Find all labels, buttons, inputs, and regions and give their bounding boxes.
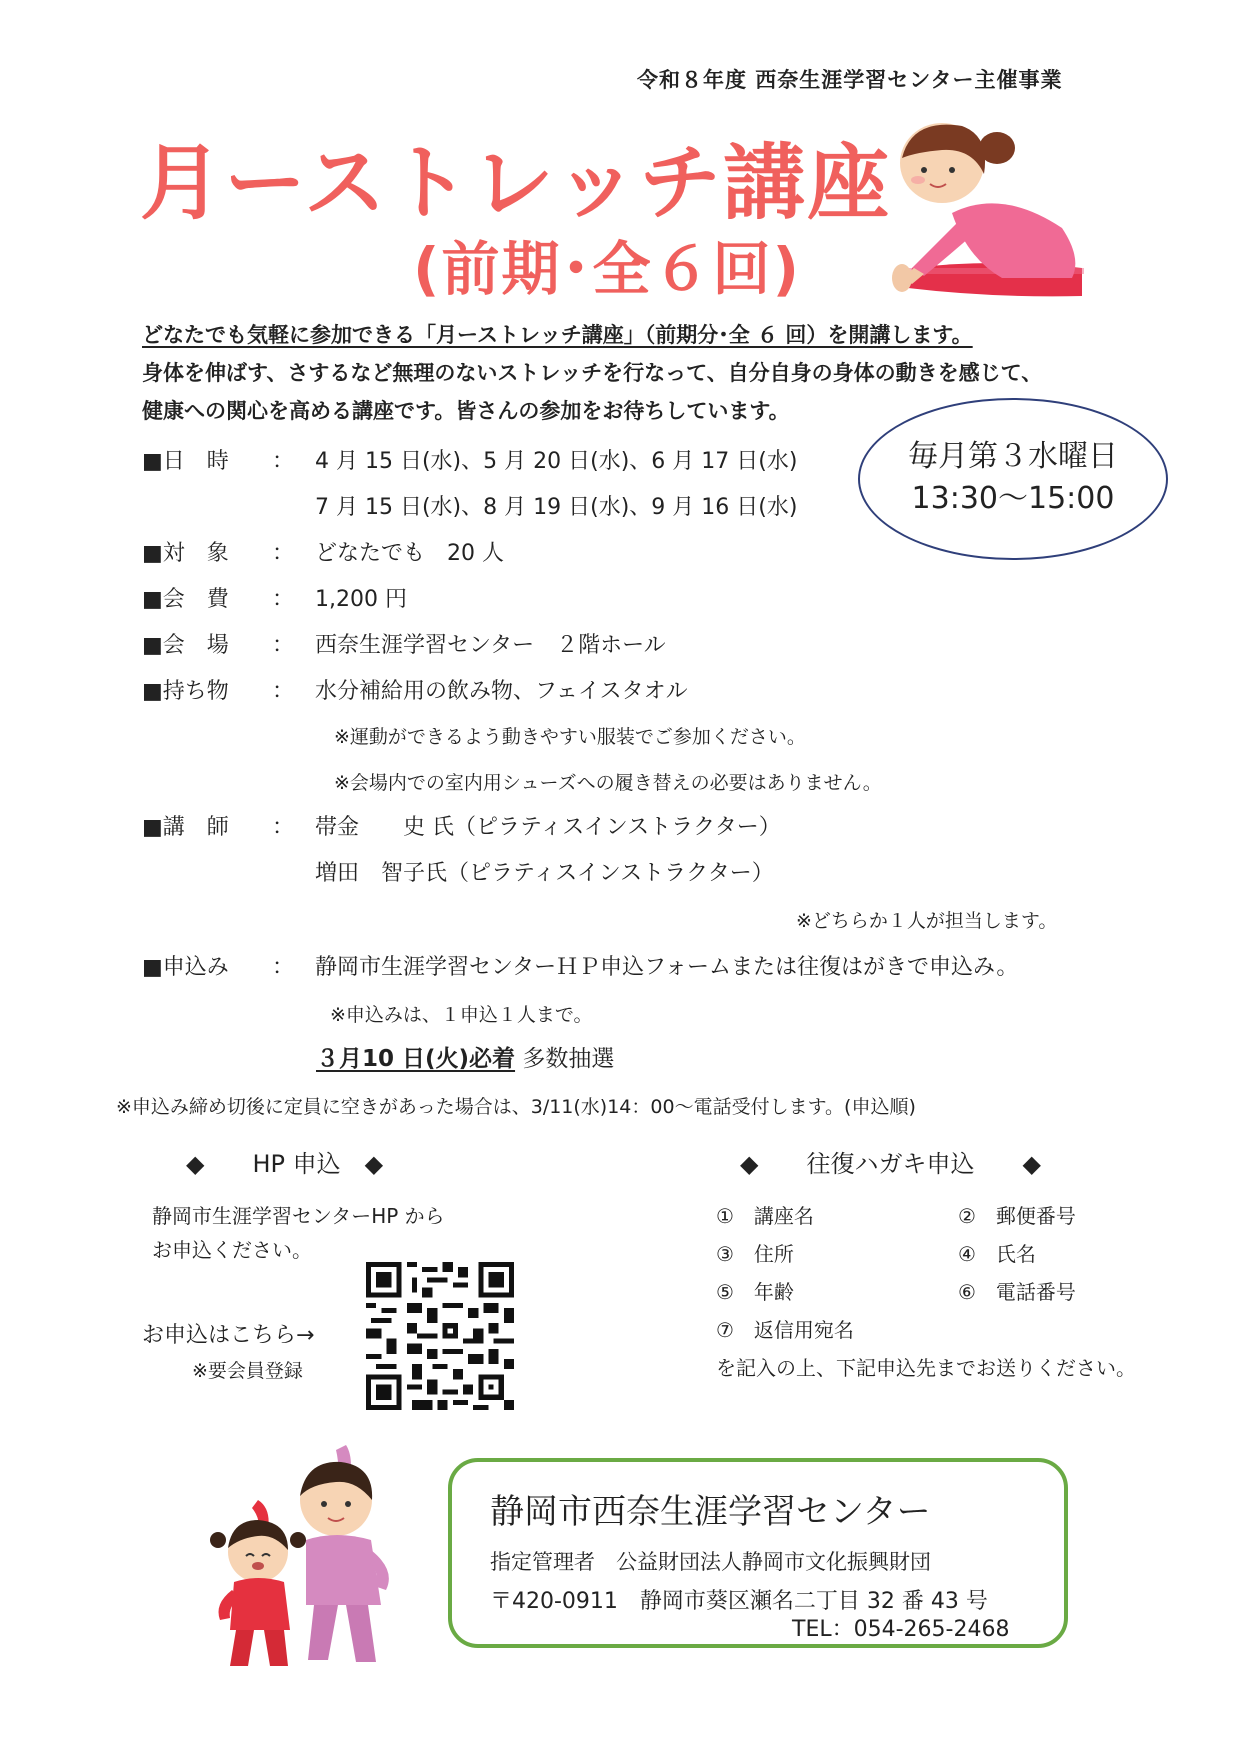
colon: ： (272, 679, 295, 704)
postcard-item-1: ① 講座名 (716, 1204, 814, 1228)
postcard-item-4: ④ 氏名 (958, 1242, 1036, 1266)
center-manager: 指定管理者 公益財団法人静岡市文化振興財団 (490, 1550, 931, 1574)
fee-value: 1,200 円 (315, 587, 407, 612)
colon: ： (272, 633, 295, 658)
schedule-day: 毎月第３水曜日 (908, 439, 1118, 474)
deadline (316, 1040, 614, 1073)
colon: ： (272, 541, 295, 566)
hp-apply-text-1: 静岡市生涯学習センターHP から (152, 1204, 445, 1228)
postcard-item-7: ⑦ 返信用宛名 (716, 1318, 854, 1342)
deadline-date: ３月10 日(火)必着 (316, 1046, 516, 1072)
postcard-apply-heading: ◆ 往復ハガキ申込 ◆ (740, 1150, 1041, 1178)
date-line-1: 4 月 15 日(水)、5 月 20 日(水)、6 月 17 日(水) (315, 449, 798, 474)
center-phone: TEL：054-265-2468 (792, 1617, 1010, 1642)
intro-line-3: 健康への関心を高める講座です。皆さんの参加をお待ちしています。 (142, 399, 790, 423)
instructor-label: ■講 師 (142, 815, 229, 840)
exercising-family-illustration (196, 1440, 426, 1672)
venue-label: ■会 場 (142, 633, 229, 658)
instructor-line-1: 帯金 史 氏（ピラティスインストラクター） (315, 815, 781, 840)
items-note-2: ※会場内での室内用シューズへの履き替えの必要はありません。 (334, 772, 882, 794)
late-application-note: ※申込み締め切後に定員に空きがあった場合は、3/11(水)14：00～電話受付します。(申込順) (116, 1096, 916, 1118)
colon: ： (272, 449, 295, 474)
target-label: ■対 象 (142, 541, 229, 566)
target-value: どなたでも 20 人 (315, 541, 504, 566)
apply-note: ※申込みは、１申込１人まで。 (330, 1004, 593, 1026)
stretching-woman-illustration (872, 118, 1104, 314)
colon: ： (272, 955, 295, 980)
hp-apply-text-2: お申込ください。 (152, 1238, 312, 1262)
instructor-line-2: 増田 智子氏（ピラティスインストラクター） (315, 861, 774, 886)
postcard-item-2: ② 郵便番号 (958, 1204, 1076, 1228)
postcard-item-3: ③ 住所 (716, 1242, 794, 1266)
intro-line-2: 身体を伸ばす、さするなど無理のないストレッチを行なって、自分自身の身体の動きを感じて、 (142, 361, 1043, 385)
center-name: 静岡市西奈生涯学習センター (490, 1492, 931, 1532)
schedule-badge (858, 398, 1168, 560)
date-label: ■日 時 (142, 449, 229, 474)
intro-line-1: どなたでも気軽に参加できる「月ーストレッチ講座」（前期分･全 ６ 回）を開講します。 (142, 323, 973, 347)
hp-apply-arrow: お申込はこちら→ (142, 1323, 315, 1348)
center-address: 〒420-0911 静岡市葵区瀬名二丁目 32 番 43 号 (490, 1589, 988, 1614)
items-note-1: ※運動ができるよう動きやすい服装でご参加ください。 (334, 726, 806, 748)
hp-apply-heading: ◆ HP 申込 ◆ (186, 1150, 384, 1178)
fee-label: ■会 費 (142, 587, 229, 612)
page-title: 月ーストレッチ講座 (140, 136, 892, 231)
colon: ： (272, 587, 295, 612)
date-line-2: 7 月 15 日(水)、8 月 19 日(水)、9 月 16 日(水) (315, 495, 798, 520)
deadline-method: 多数抽選 (522, 1046, 615, 1072)
colon: ： (272, 815, 295, 840)
postcard-item-5: ⑤ 年齢 (716, 1280, 794, 1304)
apply-value: 静岡市生涯学習センターＨＰ申込フォームまたは往復はがきで申込み。 (315, 955, 1019, 980)
center-info-box (448, 1458, 1068, 1648)
page-subtitle: (前期･全６回) (413, 235, 802, 303)
postcard-item-6: ⑥ 電話番号 (958, 1280, 1076, 1304)
instructor-note: ※どちらか１人が担当します。 (796, 910, 1058, 932)
sponsor-line: 令和８年度 西奈生涯学習センター主催事業 (637, 68, 1063, 92)
postcard-footer: を記入の上、下記申込先までお送りください。 (716, 1356, 1136, 1380)
items-value: 水分補給用の飲み物、フェイスタオル (315, 679, 688, 704)
qr-code-icon[interactable] (366, 1262, 514, 1410)
schedule-time: 13:30～15:00 (911, 481, 1115, 516)
apply-label: ■申込み (142, 955, 229, 980)
items-label: ■持ち物 (142, 679, 229, 704)
intro-text (142, 316, 1042, 430)
venue-value: 西奈生涯学習センター ２階ホール (315, 633, 666, 658)
hp-member-note: ※要会員登録 (192, 1360, 303, 1382)
